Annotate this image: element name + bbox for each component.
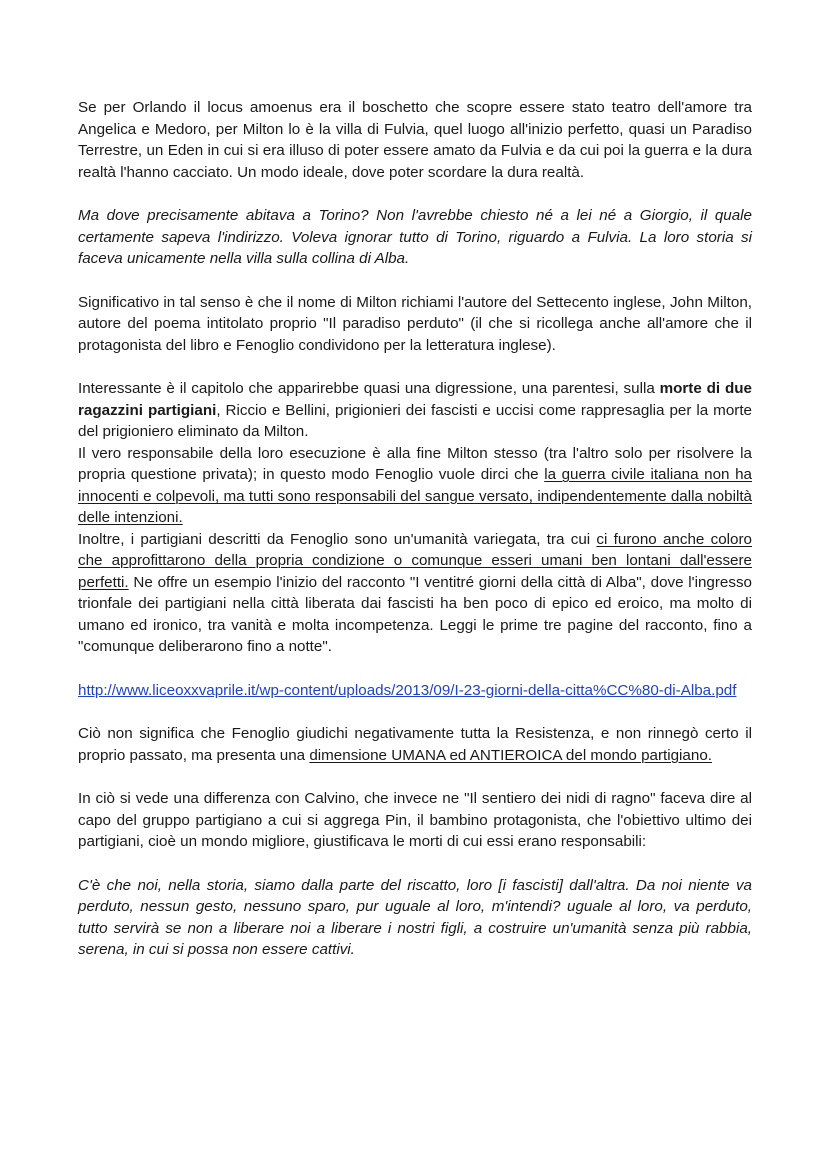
text-run: , Riccio e Bellini, prigionieri dei fascisti e uccisi come rappresaglia per la morte del prigioniero eliminato da Milton. [78, 401, 752, 440]
underlined-phrase: ci furono anche coloro che approfittarono della propria condizione o comunque esseri umani ben lontani dall'essere perfetti. [78, 530, 752, 591]
underlined-phrase: dimensione UMANA ed ANTIEROICA del mondo partigiano. [309, 746, 712, 764]
text-run: Il vero responsabile della loro esecuzione è alla fine Milton stesso (tra l'altro solo per risolvere la propria questione privata); in questo modo Fenoglio vuole dirci che [78, 444, 752, 483]
paragraph-responsabile [78, 443, 752, 529]
paragraph-umanita-variegata [78, 529, 752, 658]
underlined-phrase: la guerra civile italiana non ha innocenti e colpevoli, ma tutti sono responsabili del sangue versato, indipendentemente dalla nobiltà delle intenzioni. [78, 466, 752, 526]
paragraph-calvino: In ciò si vede una differenza con Calvino, che invece ne "Il sentiero dei nidi di ragno" faceva dire al capo del gruppo partigiano a cui si aggrega Pin, il bambino protagonista, che l'obiettivo ultimo dei partigiani, cioè un mondo migliore, giustificava le morti di cui essi erano responsabili: [78, 790, 752, 850]
quote-calvino: C'è che noi, nella storia, siamo dalla parte del riscatto, loro [i fascisti] dall'altra. Da noi niente va perduto, nessun gesto, nessuno sparo, pur uguale al loro, m'intendi? uguale al loro, va perduto, tutto servirà se non a liberare noi a liberare i nostri figli, a costruire un'umanità senza più rabbia, serena, in cui si possa non essere cattivi. [78, 876, 752, 958]
text-run: Ne offre un esempio l'inizio del racconto "I ventitré giorni della città di Alba", dove l'ingresso trionfale dei partigiani nella città liberata dai fascisti ha ben poco di epico ed eroico, ma molto di umano ed ironico, tra vanità e molta incompetenza. Leggi le prime tre pagine del racconto, fino a "comunque deliberarono fino a notte". [78, 573, 752, 655]
paragraph-locus-amoenus: Se per Orlando il locus amoenus era il boschetto che scopre essere stato teatro dell'amore tra Angelica e Medoro, per Milton lo è la villa di Fulvia, quel luogo all'inizio perfetto, quasi un Paradiso Terrestre, un Eden in cui si era illuso di poter essere amato da Fulvia e da cui poi la guerra e la dura realtà l'hanno cacciato. Un modo ideale, dove poter scordare la dura realtà. [78, 99, 752, 181]
paragraph-resistenza [78, 723, 752, 766]
text-run: Interessante è il capitolo che apparirebbe quasi una digressione, una parentesi, sulla [78, 380, 660, 397]
bold-phrase: morte di due ragazzini partigiani [78, 380, 752, 419]
pdf-link[interactable]: http://www.liceoxxvaprile.it/wp-content/uploads/2013/09/I-23-giorni-della-citta%CC%80-di-Alba.pdf [78, 681, 737, 699]
paragraph-john-milton: Significativo in tal senso è che il nome di Milton richiami l'autore del Settecento inglese, John Milton, autore del poema intitolato proprio "Il paradiso perduto" (il che si ricollega anche all'amore che il protagonista del libro e Fenoglio condividono per la letteratura inglese). [78, 293, 752, 354]
text-run: Ciò non significa che Fenoglio giudichi negativamente tutta la Resistenza, e non rinnegò certo il proprio passato, ma presenta una [78, 725, 752, 764]
text-run: Inoltre, i partigiani descritti da Fenoglio sono un'umanità variegata, tra cui [78, 530, 597, 548]
quote-torino: Ma dove precisamente abitava a Torino? Non l'avrebbe chiesto né a lei né a Giorgio, il quale certamente sapeva l'indirizzo. Voleva ignorar tutto di Torino, riguardo a Fulvia. La loro storia si faceva unicamente nella villa sulla collina di Alba. [78, 207, 752, 267]
paragraph-capitolo [78, 378, 752, 443]
link-paragraph [78, 680, 752, 702]
